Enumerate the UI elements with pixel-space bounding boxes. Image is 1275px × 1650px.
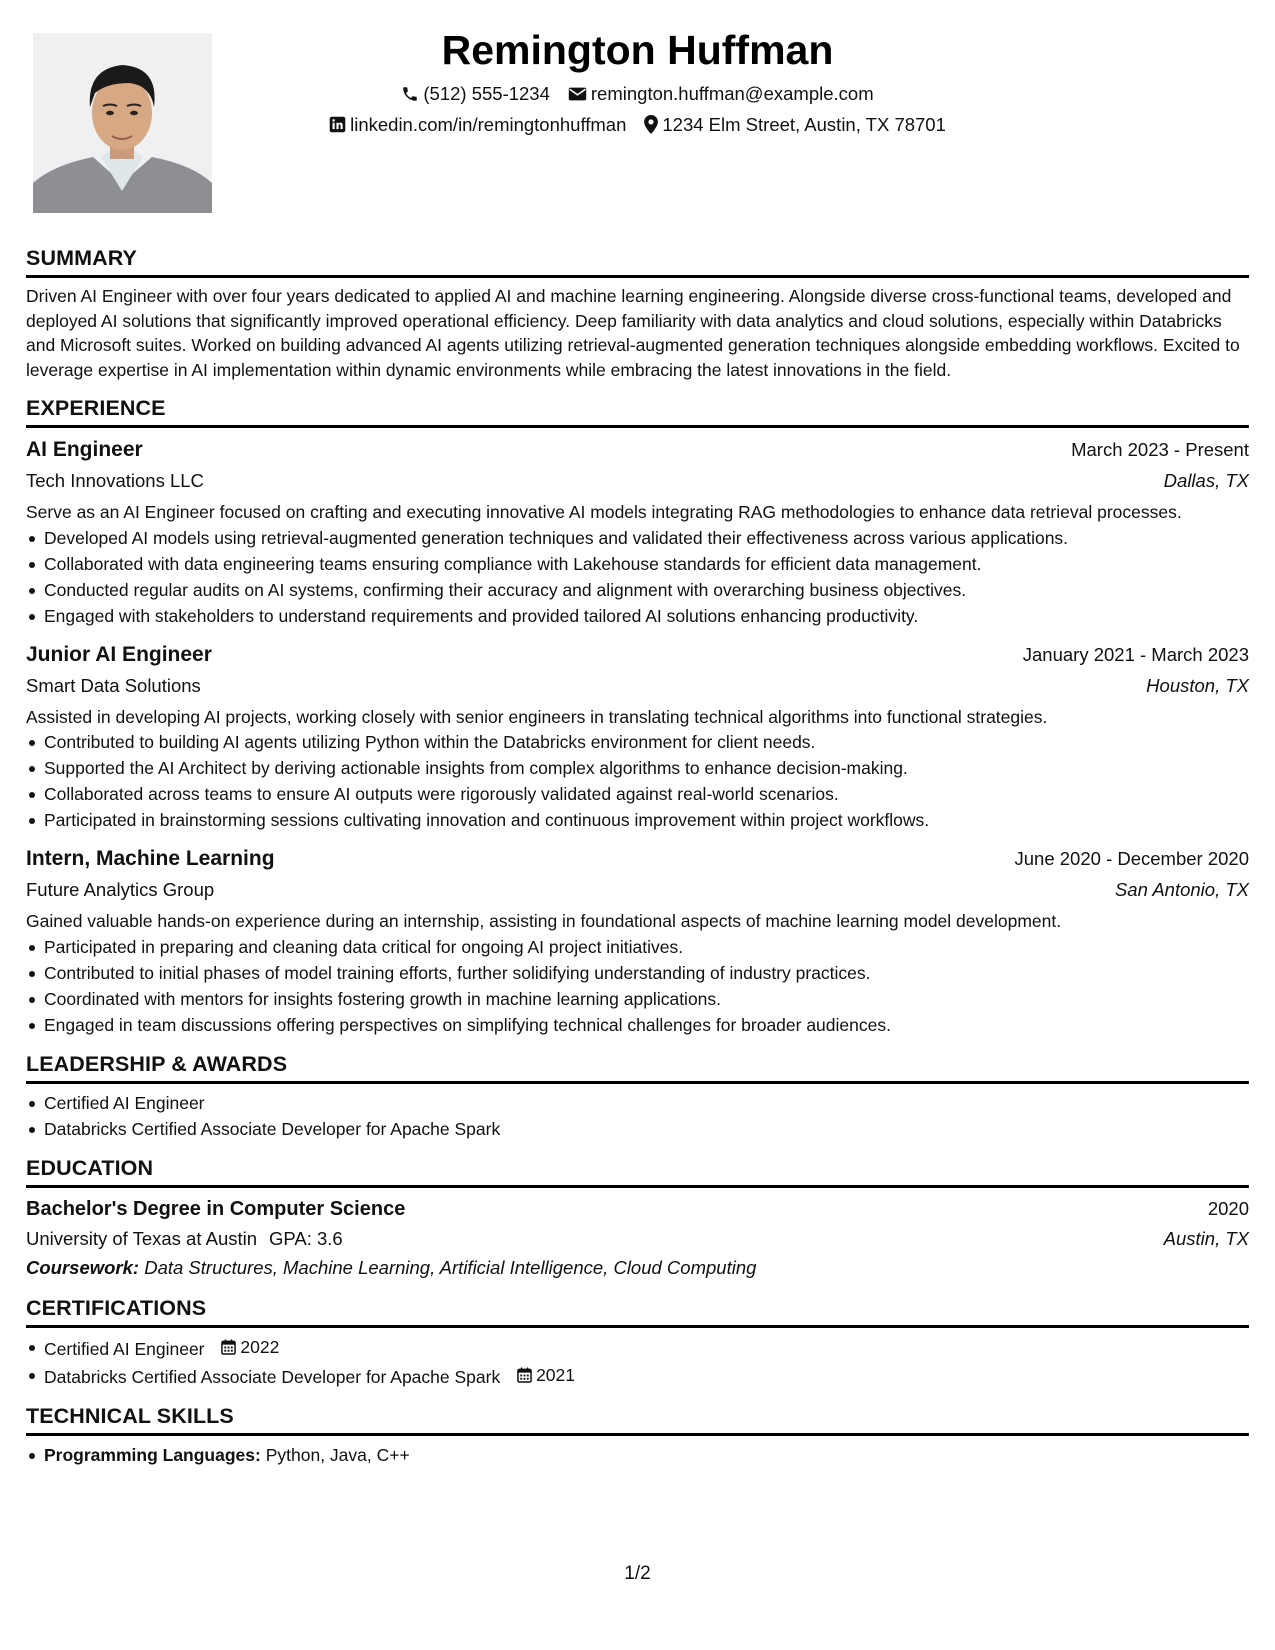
street-address: 1234 Elm Street, Austin, TX 78701 — [662, 114, 946, 135]
job-bullet-list — [26, 729, 1249, 833]
list-item — [26, 1334, 1249, 1362]
list-item: Coordinated with mentors for insights fostering growth in machine learning applications. — [26, 986, 1249, 1012]
list-item: Engaged in team discussions offering perspectives on simplifying technical challenges for broader audiences. — [26, 1012, 1249, 1038]
job-header-row — [26, 639, 1249, 670]
section-heading: LEADERSHIP & AWARDS — [26, 1050, 1249, 1084]
education-school-row — [26, 1224, 1249, 1253]
list-item — [26, 1362, 1249, 1390]
school-info — [26, 1224, 343, 1253]
section-heading: CERTIFICATIONS — [26, 1294, 1249, 1328]
contact-line-2 — [240, 109, 1035, 140]
list-item: Certified AI Engineer — [26, 1090, 1249, 1116]
list-item: Collaborated across teams to ensure AI outputs were rigorously validated against real-world scenarios. — [26, 781, 1249, 807]
job-title: Junior AI Engineer — [26, 642, 212, 666]
section-heading: EXPERIENCE — [26, 394, 1249, 428]
list-item: Supported the AI Architect by deriving actionable insights from complex algorithms to enhance decision-making. — [26, 755, 1249, 781]
resume-body — [26, 244, 1249, 1480]
linkedin-contact — [329, 109, 626, 140]
list-item: Conducted regular audits on AI systems, confirming their accuracy and alignment with overarching business objectives. — [26, 577, 1249, 603]
education-section — [26, 1154, 1249, 1282]
job-title: AI Engineer — [26, 438, 143, 461]
list-item: Developed AI models using retrieval-augmented generation techniques and validated their effectiveness across various applications. — [26, 525, 1249, 551]
section-heading: TECHNICAL SKILLS — [26, 1402, 1249, 1436]
linkedin-url[interactable]: linkedin.com/in/remingtonhuffman — [350, 114, 627, 135]
phone-icon — [401, 85, 419, 103]
list-item: Participated in brainstorming sessions cultivating innovation and continuous improvement within project workflows. — [26, 807, 1249, 833]
job-company: Tech Innovations LLC — [26, 470, 204, 491]
phone-number[interactable]: (512) 555-1234 — [423, 83, 550, 104]
address-contact — [644, 109, 946, 140]
coursework-label: Coursework: — [26, 1256, 140, 1278]
envelope-icon — [568, 86, 587, 102]
list-item: Collaborated with data engineering teams ensuring compliance with Lakehouse standards for efficient data management. — [26, 551, 1249, 577]
calendar-icon — [517, 1367, 532, 1383]
job-entry — [26, 434, 1249, 629]
certification-date — [221, 1334, 279, 1360]
section-heading: SUMMARY — [26, 244, 1249, 278]
calendar-icon — [221, 1339, 236, 1355]
profile-photo — [33, 33, 212, 213]
phone-contact — [401, 78, 550, 109]
email-address[interactable]: remington.huffman@example.com — [590, 83, 874, 104]
skill-category: Programming Languages: — [44, 1444, 261, 1465]
map-pin-icon — [644, 115, 658, 134]
job-title: Intern, Machine Learning — [26, 847, 275, 870]
certifications-list — [26, 1334, 1249, 1390]
section-heading: EDUCATION — [26, 1154, 1249, 1188]
job-dates: June 2020 - December 2020 — [1014, 848, 1249, 869]
candidate-name: Remington Huffman — [441, 27, 834, 73]
certification-name: Certified AI Engineer — [44, 1338, 205, 1359]
job-entry — [26, 639, 1249, 834]
contact-line-1 — [240, 78, 1035, 109]
degree-name: Bachelor's Degree in Computer Science — [26, 1197, 406, 1220]
job-description: Serve as an AI Engineer focused on crafting and executing innovative AI models integrating RAG methodologies to enhance data retrieval processes. — [26, 502, 1182, 522]
coursework — [26, 1253, 1249, 1282]
job-dates: January 2021 - March 2023 — [1022, 643, 1249, 665]
resume-header — [240, 22, 1035, 140]
certification-date — [517, 1362, 575, 1388]
certifications-section — [26, 1294, 1249, 1390]
job-location: Dallas, TX — [1163, 470, 1249, 491]
linkedin-icon — [329, 116, 346, 133]
summary-section — [26, 244, 1249, 382]
email-contact — [568, 78, 874, 109]
portrait-image — [33, 33, 212, 213]
school-name: University of Texas at Austin — [26, 1227, 258, 1249]
job-description: Gained valuable hands-on experience during an internship, assisting in foundational aspects of machine learning model development. — [26, 911, 1062, 931]
job-company-row — [26, 874, 1249, 905]
gpa: GPA: 3.6 — [269, 1227, 343, 1249]
list-item: Participated in preparing and cleaning data critical for ongoing AI project initiatives. — [26, 934, 1249, 960]
list-item — [26, 1442, 1249, 1468]
education-header-row — [26, 1194, 1249, 1224]
leadership-section — [26, 1050, 1249, 1142]
job-company-row — [26, 465, 1249, 496]
graduation-year: 2020 — [1207, 1197, 1249, 1219]
experience-section — [26, 394, 1249, 1038]
job-header-row — [26, 434, 1249, 465]
page-number: 1/2 — [624, 1563, 651, 1584]
job-bullet-list — [26, 525, 1249, 629]
coursework-list: Data Structures, Machine Learning, Artificial Intelligence, Cloud Computing — [144, 1256, 757, 1278]
job-company-row — [26, 670, 1249, 701]
job-header-row — [26, 843, 1249, 874]
job-description: Assisted in developing AI projects, working closely with senior engineers in translating technical algorithms into functional strategies. — [26, 706, 1048, 727]
certification-year: 2021 — [536, 1364, 576, 1385]
list-item: Contributed to initial phases of model training efforts, further solidifying understanding of industry practices. — [26, 960, 1249, 986]
list-item: Contributed to building AI agents utilizing Python within the Databricks environment for client needs. — [26, 729, 1249, 755]
job-company: Future Analytics Group — [26, 879, 215, 900]
awards-list — [26, 1090, 1249, 1142]
skills-list — [26, 1442, 1249, 1468]
certification-name: Databricks Certified Associate Developer for Apache Spark — [44, 1366, 501, 1387]
job-dates: March 2023 - Present — [1071, 439, 1249, 460]
skills-section — [26, 1402, 1249, 1468]
job-company: Smart Data Solutions — [26, 674, 201, 696]
job-location: San Antonio, TX — [1114, 879, 1249, 900]
summary-text: Driven AI Engineer with over four years dedicated to applied AI and machine learning engineering. Alongside diverse cross-functional teams, developed and deployed AI solutions that significantly improved operational efficiency. Deep familiarity with data analytics and cloud solutions, especially within Databricks and Microsoft suites. Worked on building advanced AI agents utilizing retrieval-augmented generation techniques alongside embedding workflows. Excited to leverage expertise in AI implementation within dynamic environments while embracing the latest innovations in the field. — [26, 286, 1240, 380]
job-bullet-list — [26, 934, 1249, 1038]
school-location: Austin, TX — [1163, 1227, 1249, 1249]
job-location: Houston, TX — [1146, 674, 1249, 696]
skill-values: Python, Java, C++ — [265, 1444, 410, 1465]
list-item: Engaged with stakeholders to understand requirements and provided tailored AI solutions enhancing productivity. — [26, 603, 1249, 629]
certification-year: 2022 — [240, 1336, 280, 1357]
job-entry — [26, 843, 1249, 1038]
list-item: Databricks Certified Associate Developer for Apache Spark — [26, 1116, 1249, 1142]
